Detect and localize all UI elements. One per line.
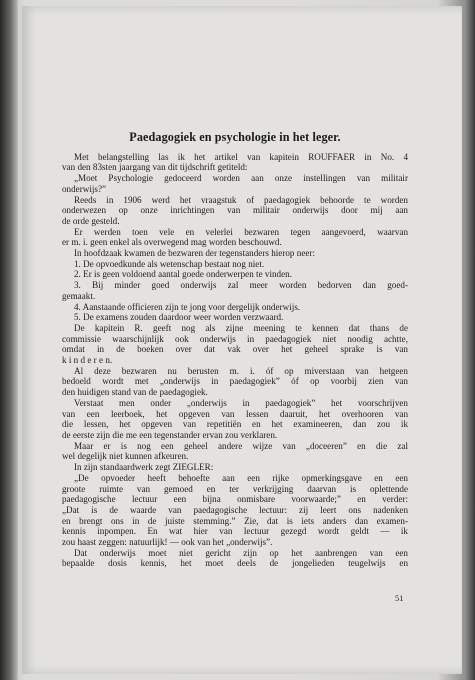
article-title: Paedagogiek en psychologie in het leger. [129, 130, 341, 144]
text-line: die lessen, het opgeven van repetitiën en het examineeren, dan zou ik [62, 419, 408, 430]
text-line: en brengt ons in de juiste stemming.” Zie, dat is iets anders dan examen- [62, 515, 408, 526]
text-line: Maar er is nog een geheel andere wijze van „doceeren” en die zal [74, 440, 408, 451]
text-line: Reeds in 1906 werd het vraagstuk of paedagogiek behoorde te worden [74, 194, 408, 205]
text-line: onderwijs?” [62, 183, 107, 194]
text-line: 2. Er is geen voldoend aantal goede onderwerpen te vinden. [74, 269, 292, 280]
text-line: zou haast zeggen: natuurlijk! — ook van het „onderwijs”. [62, 537, 273, 548]
text-line: van den 83sten jaargang van dit tijdschrift getiteld: [62, 162, 248, 173]
text-line: groote ruimte van gemoed en ter verkrijging daarvan is oplettende [62, 483, 408, 494]
text-line: Er werden toen vele en velerlei bezwaren tegen aangevoerd, waarvan [74, 226, 408, 237]
text-line: de orde gesteld. [62, 215, 120, 226]
text-line: wel degelijk niet kunnen afkeuren. [62, 451, 189, 462]
text-line: „De opvoeder heeft behoefte aan een rijke opmerkingsgave en een [74, 472, 408, 483]
text-line: bedoeld wordt met „onderwijs in paedagogiek” óf op voorbij zien van [62, 376, 408, 387]
text-line: 3. Bij minder goed onderwijs zal meer worden bedorven dan goed- [74, 280, 408, 291]
text-line: commissie waarschijnlijk ook onderwijs in paedagogiek niet noodig achtte, [62, 333, 408, 344]
text-line: onderwezen op onze inrichtingen van militair onderwijs door mij aan [62, 205, 408, 216]
body-text [62, 152, 408, 569]
text-line: de eerste zijn die me een tegenstander ervan zou verklaren. [62, 429, 278, 440]
text-line: bepaalde dosis kennis, het moet deels de jongelieden teugelwijs en [62, 558, 408, 569]
text-line: omdat in de boeken over dat vak over het geheel sprake is van [62, 344, 408, 355]
text-line: 1. De opvoedkunde als wetenschap bestaat nog niet. [74, 258, 265, 269]
text-line: „Moet Psychologie gedoceerd worden aan onze instellingen van militair [74, 173, 408, 184]
text-line: Al deze bezwaren nu berusten m. i. óf op miverstaan van hetgeen [74, 365, 408, 376]
text-line: k i n d e r e n. [62, 355, 113, 366]
text-line: Met belangstelling las ik het artikel van kapitein ROUFFAER in No. 4 [74, 151, 408, 162]
text-line: „Dat is de waarde van paedagogische lectuur: zij leert ons nadenken [62, 504, 408, 515]
page-text [62, 132, 408, 569]
text-line: paedagogische lectuur een bijna onmisbare voorwaarde;” en verder: [62, 494, 408, 505]
text-line: In hoofdzaak kwamen de bezwaren der tegenstanders hierop neer: [74, 248, 315, 259]
text-line: van een leerboek, het opgeven van lessen daaruit, het overhooren van [62, 408, 408, 419]
text-line: Verstaat men onder „onderwijs in paedagogiek” het voorschrijven [74, 397, 408, 408]
text-line: er m. i. geen enkel als overwegend mag worden beschouwd. [62, 237, 282, 248]
text-line: den huidigen stand van de paedagogiek. [62, 387, 208, 398]
text-line: gemaakt. [62, 290, 96, 301]
text-line: In zijn standaardwerk zegt ZIEGLER: [74, 462, 214, 473]
text-line: Dat onderwijs moet niet gericht zijn op het aanbrengen van een [74, 547, 408, 558]
text-line: De kapitein R. geeft nog als zijne meening te kennen dat thans de [74, 322, 408, 333]
text-line: 5. De examens zouden daardoor weer worden verzwaard. [74, 312, 284, 323]
text-line: kennis inpompen. En wat hier van lectuur gezegd wordt geldt — ik [62, 526, 408, 537]
page-number: 51 [395, 593, 404, 603]
book-spine [0, 0, 18, 680]
text-line: 4. Aanstaande officieren zijn te jong voor dergelijk onderwijs. [74, 301, 301, 312]
